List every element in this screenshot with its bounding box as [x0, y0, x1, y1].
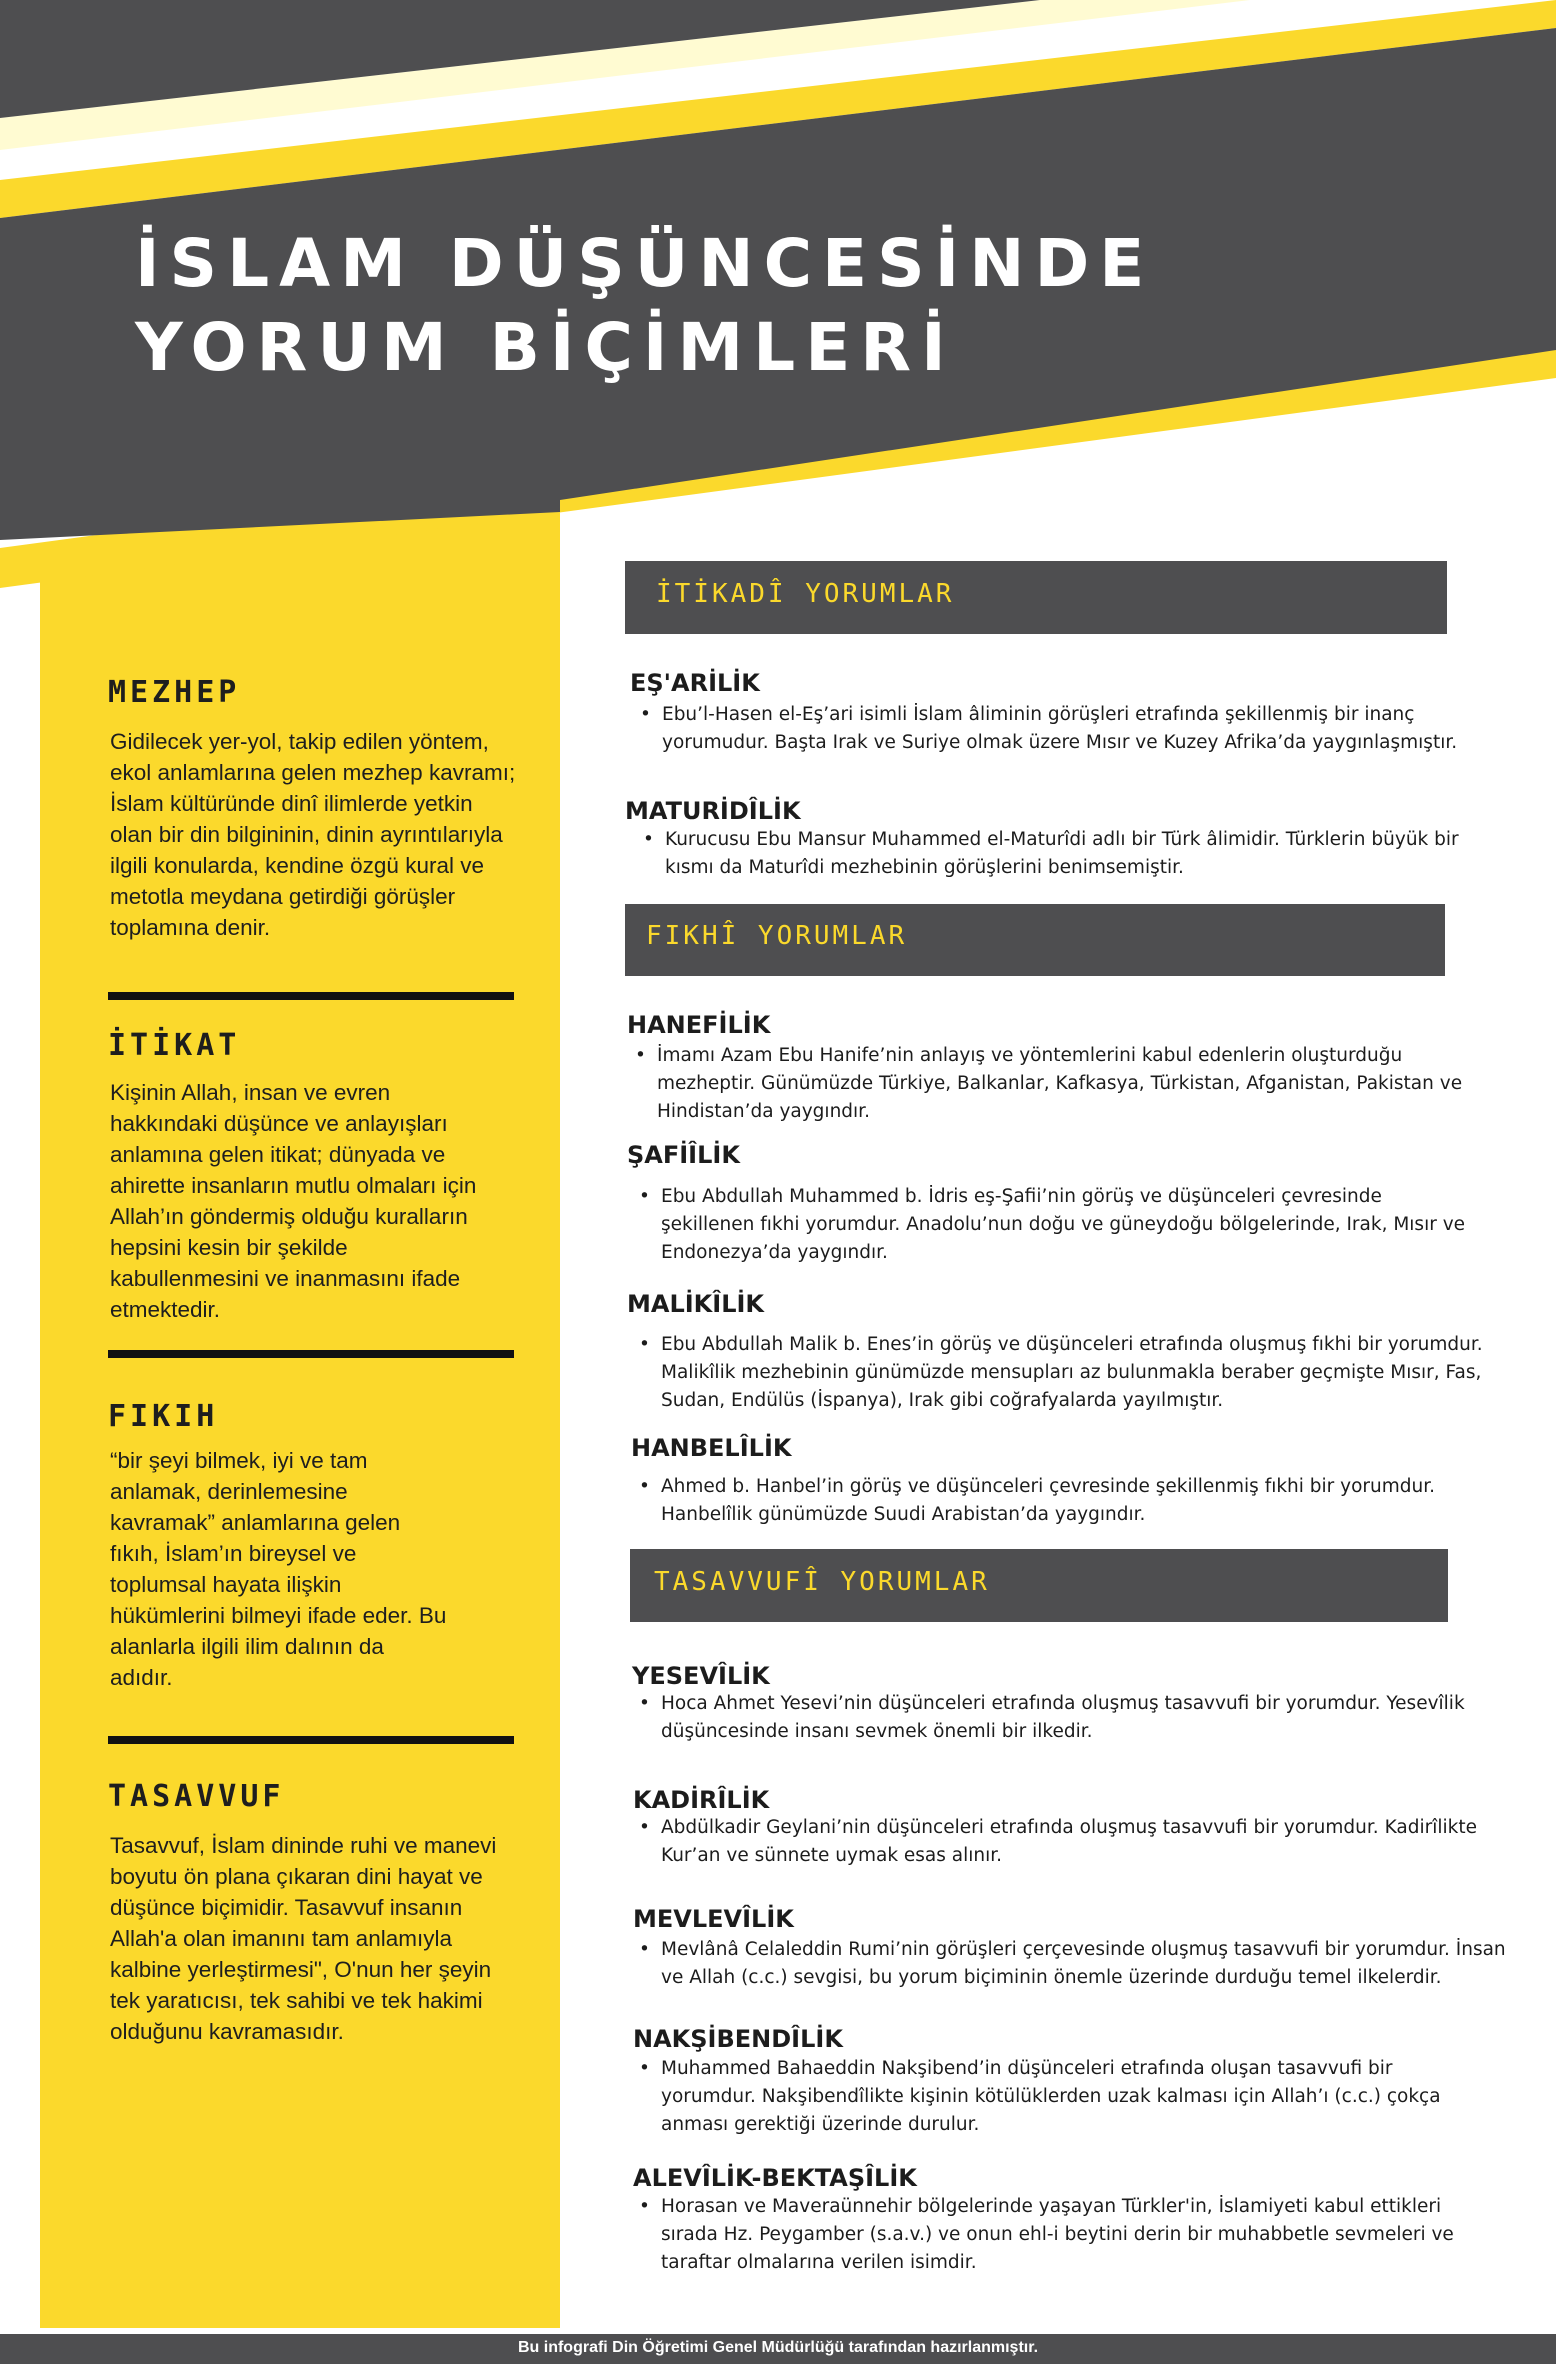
tasavvuf-text: Tasavvuf, İslam dininde ruhi ve manevi boyutu ön plana çıkaran dini hayat ve düşünce biçimidir. Tasavvuf insanın Allah'a olan imanını tam anlamıyla kalbine yerleştirmesi", O'nun her şeyin tek yaratıcısı, tek sahibi ve tek hakimi olduğunu kavramasıdır. [110, 1833, 497, 2044]
yesevilik-text: • Hoca Ahmet Yesevi’nin düşünceleri etrafında oluşmuş tasavvufi bir yorumdur. Yesevîlik düşüncesinde insanı sevmek önemli bir ilkedir. [639, 1690, 1491, 1746]
tasavvuf-heading: TASAVVUF [108, 1779, 285, 1814]
mezhep-text: Gidilecek yer-yol, takip edilen yöntem, ekol anlamlarına gelen mezhep kavramı; İslam kültüründe dinî ilimlerde yetkin olan bir din bilgininin, dinin ayrıntılarıyla ilgili konularda, kendine özgü kural ve metotla meydana getirdiği görüşler toplamına denir. [110, 729, 516, 940]
hanbelilik-title: HANBELÎLİK [631, 1434, 792, 1462]
fikih-heading: FIKIH [108, 1399, 219, 1434]
naksibendilik-text: • Muhammed Bahaeddin Nakşibend’in düşünceleri etrafında oluşan tasavvufi bir yorumdur. Nakşibendîlikte kişinin kötülüklerden uzak kalması için Allah’ı (c.c.) çokça anması gerektiği üzerinde durulur. [639, 2055, 1461, 2139]
yesevilik-title: YESEVÎLİK [632, 1662, 770, 1690]
hanbelilik-text: • Ahmed b. Hanbel’in görüş ve düşünceleri çevresinde şekillenmiş fıkhi bir yorumdur. Hanbelîlik günümüzde Suudi Arabistan’da yaygındır. [639, 1473, 1491, 1529]
itikat-heading: İTİKAT [108, 1028, 241, 1063]
esarilik-title: EŞ'ARİLİK [630, 669, 760, 697]
mezhep-heading: MEZHEP [108, 675, 241, 710]
footer-text: Bu infografi Din Öğretimi Genel Müdürlüğü tarafından hazırlanmıştır. [517, 2339, 1039, 2356]
title-line-1: İSLAM DÜŞÜNCESİNDE [135, 225, 1155, 302]
mevlevilik-title: MEVLEVÎLİK [633, 1905, 794, 1933]
mevlevilik-text: • Mevlânâ Celaleddin Rumi’nin görüşleri çerçevesinde oluşmuş tasavvufi bir yorumdur. İnsan ve Allah (c.c.) sevgisi, bu yorum biçiminin önemle üzerinde durduğu temel ilkelerdir. [639, 1936, 1531, 1992]
kadirilik-title: KADİRÎLİK [633, 1786, 770, 1814]
alevilik-bektasilik-text: • Horasan ve Maveraünnehir bölgelerinde yaşayan Türkler'in, İslamiyeti kabul ettikleri sırada Hz. Peygamber (s.a.v.) ve onun ehl-i beytini derin bir muhabbetle sevmeleri ve taraftar olmalarına verilen isimdir. [639, 2193, 1471, 2277]
itikadi-section-label: İTİKADÎ YORUMLAR [656, 579, 955, 609]
fikhi-section-label: FIKHÎ YORUMLAR [646, 921, 908, 951]
malikilik-text: • Ebu Abdullah Malik b. Enes’in görüş ve düşünceleri etrafında oluşmuş fıkhi bir yorumdur. Malikîlik mezhebinin günümüzde mensupları az bulunmakla beraber geçmişte Mısır, Fas, Sudan, Endülüs (İspanya), Irak gibi coğrafyalarda yayılmıştır. [639, 1331, 1491, 1415]
esarilik-text: • Ebu’l-Hasen el-Eş’ari isimli İslam âliminin görüşleri etrafında şekillenmiş bir inanç yorumudur. Başta Irak ve Suriye olmak üzere Mısır ve Kuzey Afrika’da yaygınlaşmıştır. [640, 701, 1492, 757]
maturidilik-title: MATURİDÎLİK [625, 797, 801, 825]
safiilik-text: • Ebu Abdullah Muhammed b. İdris eş-Şafii’nin görüş ve düşünceleri çevresinde şekillenen fıkhi yorumdur. Anadolu’nun doğu ve güneydoğu bölgelerinde, Irak, Mısır ve Endonezya’da yaygındır. [639, 1183, 1481, 1267]
divider [108, 1736, 514, 1744]
safiilik-title: ŞAFİÎLİK [627, 1141, 740, 1169]
naksibendilik-title: NAKŞİBENDÎLİK [633, 2025, 843, 2053]
divider [108, 1350, 514, 1358]
tasavvufi-section-label: TASAVVUFÎ YORUMLAR [654, 1567, 990, 1597]
maturidilik-text: • Kurucusu Ebu Mansur Muhammed el-Maturîdi adlı bir Türk âlimidir. Türklerin büyük bir kısmı da Maturîdi mezhebinin görüşlerini benimsemiştir. [643, 826, 1495, 882]
title-line-2: YORUM BİÇİMLERİ [135, 309, 956, 386]
fikih-text: “bir şeyi bilmek, iyi ve tam anlamak, derinlemesine kavramak” anlamlarına gelen fıkıh, İslam’ın bireysel ve toplumsal hayata ilişkin hükümlerini bilmeyi ifade eder. Bu alanlarla ilgili ilim dalının da adıdır. [110, 1448, 447, 1690]
hanefilik-title: HANEFİLİK [627, 1011, 771, 1039]
alevilik-bektasilik-title: ALEVÎLİK-BEKTAŞÎLİK [633, 2164, 917, 2192]
page-title [135, 222, 1154, 390]
hanefilik-text: • İmamı Azam Ebu Hanife’nin anlayış ve yöntemlerini kabul edenlerin oluşturduğu mezheptir. Günümüzde Türkiye, Balkanlar, Kafkasya, Türkistan, Afganistan, Pakistan ve Hindistan’da yaygındır. [635, 1042, 1477, 1126]
divider [108, 992, 514, 1000]
malikilik-title: MALİKÎLİK [627, 1290, 765, 1318]
kadirilik-text: • Abdülkadir Geylani’nin düşünceleri etrafında oluşmuş tasavvufi bir yorumdur. Kadirîlikte Kur’an ve sünnete uymak esas alınır. [639, 1814, 1491, 1870]
itikat-text: Kişinin Allah, insan ve evren hakkındaki düşünce ve anlayışları anlamına gelen itikat; dünyada ve ahirette insanların mutlu olmaları için Allah’ın göndermiş olduğu kuralların hepsini kesin bir şekilde kabullenmesini ve inanmasını ifade etmektedir. [110, 1080, 477, 1322]
